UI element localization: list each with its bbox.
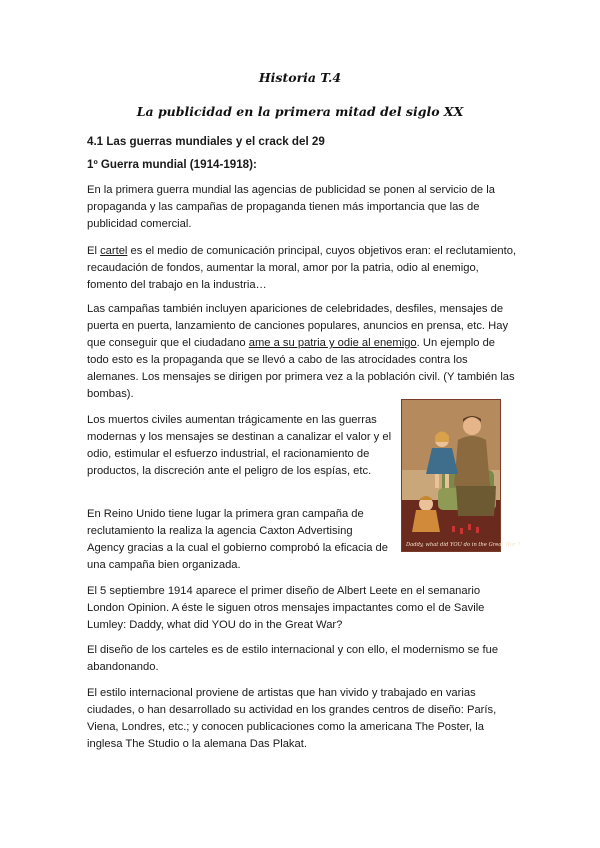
- poster-caption: Daddy, what did YOU do in the Great War ?: [406, 542, 520, 548]
- subsection-heading: 1º Guerra mundial (1914-1918):: [87, 158, 257, 171]
- paragraph-3-end: . Un ejemplo de todo esto es la propaganda que se llevó a cabo de las atrocidades contra los alemanes. Los mensajes se dirigen por primera vez a la población civil. (Y también las bombas).: [87, 337, 515, 400]
- paragraph-1: En la primera guerra mundial las agencias de publicidad se ponen al servicio de la propaganda y las campañas de propaganda tienen más importancia que las de publicidad comercial.: [87, 184, 495, 230]
- paragraph-3: [87, 301, 517, 403]
- paragraph-7: El diseño de los carteles es de estilo internacional y con ello, el modernismo se fue abandonando.: [87, 644, 499, 673]
- paragraph-3-start: Las campañas también incluyen apariciones de celebridades, desfiles, mensajes de puerta en puerta, lanzamiento de canciones populares, anuncios en prensa, etc. Hay que conseguir que el ciudadano: [87, 303, 509, 349]
- document-title: Historia T.4: [258, 70, 342, 85]
- war-poster-image: [401, 399, 520, 552]
- document-subtitle: La publicidad en la primera mitad del siglo XX: [136, 104, 464, 119]
- paragraph-2-start: El: [87, 245, 101, 257]
- poster-illustration: [402, 400, 520, 551]
- cartel-term: cartel: [100, 245, 128, 257]
- paragraph-8: El estilo internacional proviene de artistas que han vivido y trabajado en varias ciudades, o han desarrollado su actividad en los grandes centros de diseño: París, Viena, Londres, etc.; y conocen publicaciones como la americana The Poster, la inglesa The Studio o la alemana Das Plakat.: [87, 687, 497, 750]
- paragraph-2: [87, 243, 517, 294]
- paragraph-5: En Reino Unido tiene lugar la primera gran campaña de reclutamiento la realiza la agencia Caxton Advertising Agency gracias a la cual el gobierno comprobó la eficacia de una campaña bien organizada.: [87, 508, 388, 571]
- underlined-phrase: ame a su patria y odie al enemigo: [248, 337, 417, 349]
- paragraph-4: Los muertos civiles aumentan trágicamente en las guerras modernas y los mensajes se destinan a canalizar el valor y el odio, estimular el esfuerzo industrial, el racionamiento de productos, la discreción ante el peligro de los espías, etc.: [87, 414, 392, 477]
- section-heading: 4.1 Las guerras mundiales y el crack del 29: [87, 135, 325, 148]
- paragraph-6: El 5 septiembre 1914 aparece el primer diseño de Albert Leete en el semanario London Opinion. A éste le siguen otros mensajes impactantes como el de Savile Lumley: Daddy, what did YOU do in the Great War?: [87, 585, 485, 631]
- paragraph-2-end: es el medio de comunicación principal, cuyos objetivos eran: el reclutamiento, recaudación de fondos, aumentar la moral, amor por la patria, odio al enemigo, fomento del trabajo en la industria…: [87, 245, 517, 291]
